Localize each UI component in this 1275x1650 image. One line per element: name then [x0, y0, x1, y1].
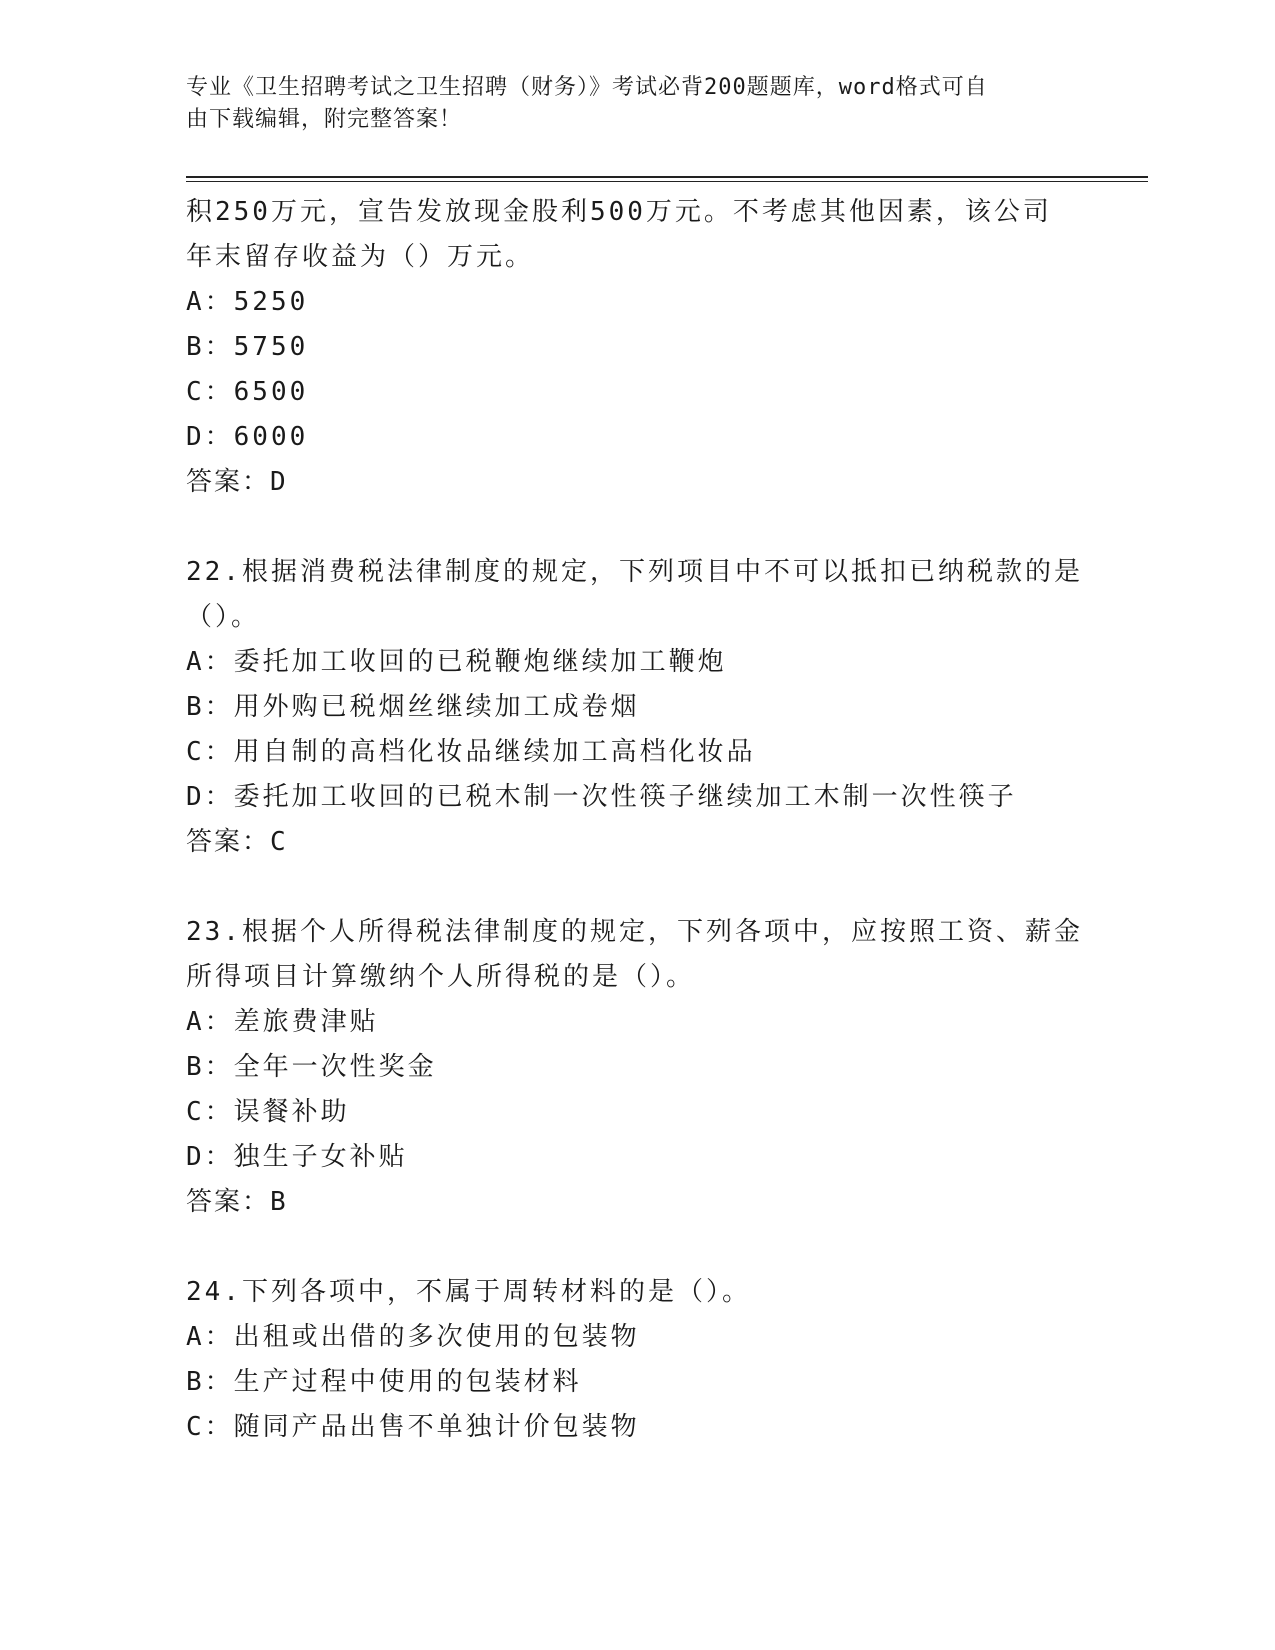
question-23 — [186, 910, 1086, 1225]
answer: 答案：D — [186, 467, 288, 497]
option-a: A：委托加工收回的已税鞭炮继续加工鞭炮 — [186, 647, 727, 677]
option-b: B：生产过程中使用的包装材料 — [186, 1367, 582, 1397]
option-c: C：误餐补助 — [186, 1097, 350, 1127]
question-24 — [186, 1270, 1086, 1450]
option-b: B：5750 — [186, 332, 309, 362]
question-text-line: （）。 — [186, 602, 261, 632]
answer: 答案：B — [186, 1187, 288, 1217]
header-line-2: 由下载编辑，附完整答案！ — [186, 107, 463, 132]
option-b: B：用外购已税烟丝继续加工成卷烟 — [186, 692, 640, 722]
question-text-line: 23.根据个人所得税法律制度的规定，下列各项中，应按照工资、薪金 — [186, 917, 1083, 947]
question-text-line: 24.下列各项中，不属于周转材料的是（）。 — [186, 1277, 751, 1307]
option-d: D：委托加工收回的已税木制一次性筷子继续加工木制一次性筷子 — [186, 782, 1017, 812]
document-header — [186, 72, 1066, 136]
spacer — [186, 1225, 1086, 1270]
option-a: A：5250 — [186, 287, 309, 317]
question-text-line: 22.根据消费税法律制度的规定，下列项目中不可以抵扣已纳税款的是 — [186, 557, 1083, 587]
question-text-line: 年末留存收益为（）万元。 — [186, 242, 535, 272]
option-a: A：出租或出借的多次使用的包装物 — [186, 1322, 640, 1352]
question-21 — [186, 190, 1086, 505]
option-a: A：差旅费津贴 — [186, 1007, 379, 1037]
option-c: C：随同产品出售不单独计价包装物 — [186, 1412, 640, 1442]
answer: 答案：C — [186, 827, 288, 857]
header-line-1: 专业《卫生招聘考试之卫生招聘（财务）》考试必背200题题库，word格式可自 — [186, 75, 988, 100]
question-text-line: 所得项目计算缴纳个人所得税的是（）。 — [186, 962, 696, 992]
spacer — [186, 865, 1086, 910]
option-c: C：用自制的高档化妆品继续加工高档化妆品 — [186, 737, 756, 767]
header-divider-thin — [186, 181, 1148, 182]
document-body — [186, 190, 1086, 1450]
option-b: B：全年一次性奖金 — [186, 1052, 437, 1082]
option-c: C：6500 — [186, 377, 309, 407]
question-text-line: 积250万元，宣告发放现金股利500万元。不考虑其他因素，该公司 — [186, 197, 1052, 227]
option-d: D：独生子女补贴 — [186, 1142, 408, 1172]
header-divider-thick — [186, 176, 1148, 178]
spacer — [186, 505, 1086, 550]
question-22 — [186, 550, 1086, 865]
option-d: D：6000 — [186, 422, 309, 452]
